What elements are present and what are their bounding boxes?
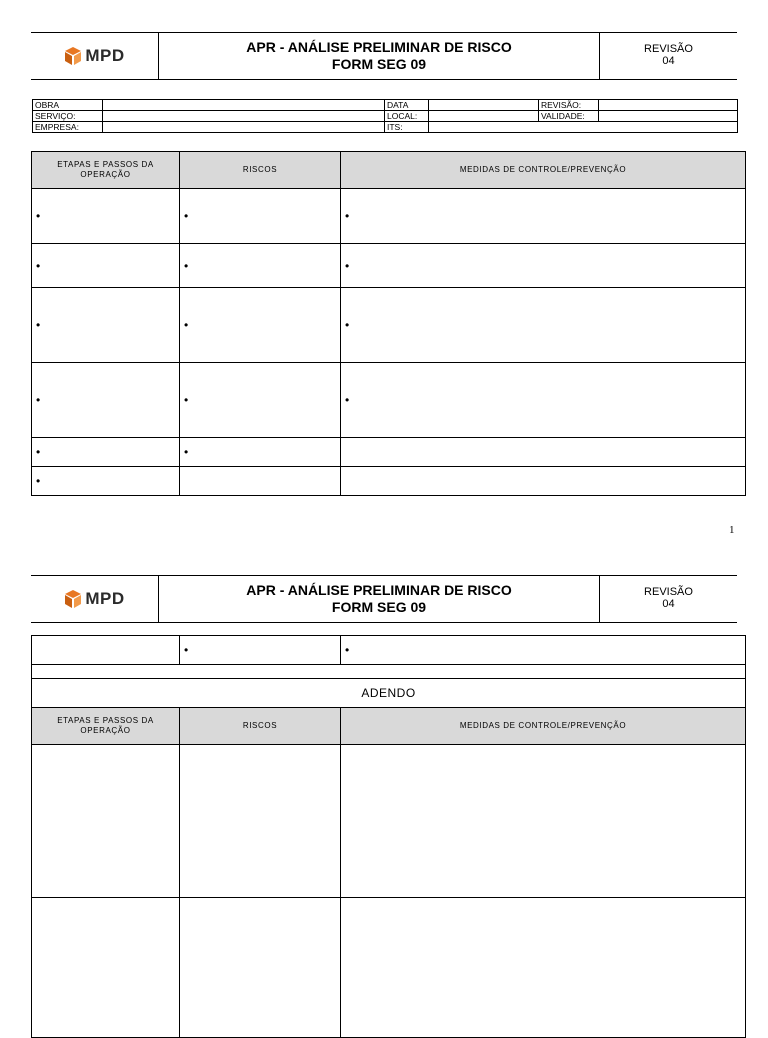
servico-field[interactable] — [103, 111, 385, 122]
cube-logo-icon — [64, 46, 82, 66]
empresa-label: EMPRESA: — [33, 122, 103, 133]
addendum-title: ADENDO — [32, 679, 746, 708]
col-medidas: MEDIDAS DE CONTROLE/PREVENÇÃO — [341, 708, 746, 745]
page1-header — [31, 32, 737, 80]
etapa-cell[interactable] — [32, 898, 180, 1038]
logo-cell — [31, 576, 159, 622]
medida-cell[interactable] — [341, 288, 746, 363]
validade-label: VALIDADE: — [539, 111, 599, 122]
revision-value: 04 — [662, 598, 675, 610]
form-title: APR - ANÁLISE PRELIMINAR DE RISCO — [246, 582, 512, 598]
form-title-cell — [159, 33, 600, 79]
risco-cell[interactable] — [180, 467, 341, 496]
logo-text: MPD — [85, 589, 125, 608]
obra-field[interactable] — [103, 100, 385, 111]
table-row — [32, 189, 746, 244]
local-label: LOCAL: — [385, 111, 429, 122]
local-field[interactable] — [429, 111, 539, 122]
logo-cell — [31, 33, 159, 79]
revisao-label: REVISÃO: — [539, 100, 599, 111]
table-row — [32, 745, 746, 898]
table-row — [32, 467, 746, 496]
risk-table — [31, 151, 746, 496]
col-riscos: RISCOS — [180, 708, 341, 745]
medida-cell[interactable] — [341, 244, 746, 288]
etapa-cell[interactable] — [32, 636, 180, 665]
spacer-row — [32, 665, 746, 679]
company-logo — [64, 46, 124, 66]
table-row — [32, 438, 746, 467]
table-row — [32, 363, 746, 438]
medida-cell[interactable] — [341, 636, 746, 665]
page-number: 1 — [729, 524, 735, 536]
table-row — [32, 636, 746, 665]
risco-cell[interactable] — [180, 363, 341, 438]
medida-cell[interactable] — [341, 467, 746, 496]
obra-label: OBRA — [33, 100, 103, 111]
table-row — [32, 288, 746, 363]
revision-cell — [600, 576, 737, 622]
form-code: FORM SEG 09 — [331, 56, 427, 72]
company-logo — [64, 589, 124, 609]
data-label: DATA — [385, 100, 429, 111]
its-label: ITS: — [385, 122, 429, 133]
risco-cell[interactable] — [180, 244, 341, 288]
risco-cell[interactable] — [180, 438, 341, 467]
cube-logo-icon — [64, 589, 82, 609]
risco-cell[interactable] — [180, 189, 341, 244]
etapa-cell[interactable] — [32, 438, 180, 467]
col-riscos: RISCOS — [180, 152, 341, 189]
etapa-cell[interactable] — [32, 244, 180, 288]
medida-cell[interactable] — [341, 438, 746, 467]
revision-label: REVISÃO — [644, 43, 693, 55]
risco-cell[interactable] — [180, 745, 341, 898]
etapa-cell[interactable] — [32, 189, 180, 244]
col-medidas: MEDIDAS DE CONTROLE/PREVENÇÃO — [341, 152, 746, 189]
revision-value: 04 — [662, 55, 675, 67]
col-etapas: ETAPAS E PASSOS DA OPERAÇÃO — [32, 152, 180, 189]
revision-cell — [600, 33, 737, 79]
table-row — [32, 898, 746, 1038]
revisao-field[interactable] — [599, 100, 738, 111]
servico-label: SERVIÇO: — [33, 111, 103, 122]
etapa-cell[interactable] — [32, 363, 180, 438]
form-title: APR - ANÁLISE PRELIMINAR DE RISCO — [246, 39, 512, 55]
revision-label: REVISÃO — [644, 586, 693, 598]
data-field[interactable] — [429, 100, 539, 111]
table-row — [32, 244, 746, 288]
form-title-cell — [159, 576, 600, 622]
addendum-table — [31, 635, 746, 1038]
risco-cell[interactable] — [180, 898, 341, 1038]
medida-cell[interactable] — [341, 745, 746, 898]
its-field[interactable] — [429, 122, 738, 133]
risco-cell[interactable] — [180, 636, 341, 665]
info-table — [32, 99, 738, 133]
empresa-field[interactable] — [103, 122, 385, 133]
etapa-cell[interactable] — [32, 288, 180, 363]
medida-cell[interactable] — [341, 363, 746, 438]
validade-field[interactable] — [599, 111, 738, 122]
page2-header — [31, 575, 737, 623]
etapa-cell[interactable] — [32, 745, 180, 898]
logo-text: MPD — [85, 46, 125, 65]
form-code: FORM SEG 09 — [331, 599, 427, 615]
medida-cell[interactable] — [341, 898, 746, 1038]
etapa-cell[interactable] — [32, 467, 180, 496]
risco-cell[interactable] — [180, 288, 341, 363]
col-etapas: ETAPAS E PASSOS DA OPERAÇÃO — [32, 708, 180, 745]
medida-cell[interactable] — [341, 189, 746, 244]
